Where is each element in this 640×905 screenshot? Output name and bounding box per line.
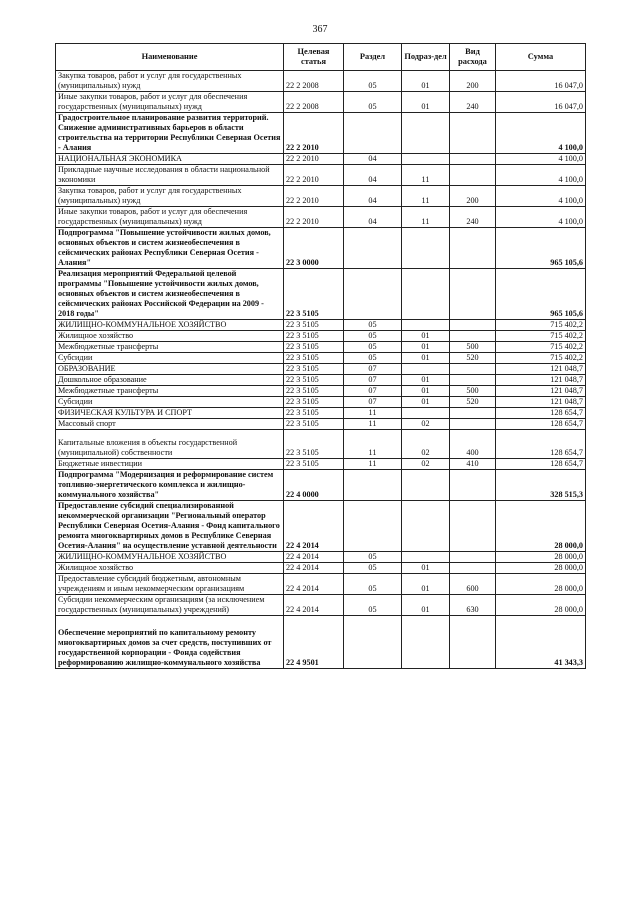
cell-expense-type: 520 <box>450 353 496 364</box>
cell-subsection: 01 <box>402 375 450 386</box>
cell-name: Подпрограмма "Модернизация и реформирование систем топливно-энергетического комплекса и жилищно-коммунального хозяйства" <box>56 470 284 501</box>
cell-amount: 715 402,2 <box>496 353 586 364</box>
table-row <box>56 375 586 386</box>
cell-name: Межбюджетные трансферты <box>56 342 284 353</box>
cell-article: 22 2 2010 <box>284 165 344 186</box>
cell-article: 22 4 0000 <box>284 470 344 501</box>
header-expense-type: Вид расхода <box>450 44 496 71</box>
cell-name: Реализация мероприятий Федеральной целевой программы "Повышение устойчивости жилых домов, основных объектов и систем жизнеобеспечения в сейсмических районах Российской Федерации на 2009 - 2018 годы" <box>56 269 284 320</box>
cell-article: 22 3 5105 <box>284 269 344 320</box>
cell-subsection <box>402 269 450 320</box>
table-row <box>56 228 586 269</box>
cell-section: 04 <box>344 207 402 228</box>
cell-expense-type: 630 <box>450 595 496 616</box>
cell-subsection: 01 <box>402 386 450 397</box>
cell-section: 11 <box>344 459 402 470</box>
cell-article: 22 3 5105 <box>284 397 344 408</box>
cell-section: 05 <box>344 574 402 595</box>
header-name: Наименование <box>56 44 284 71</box>
cell-article: 22 4 2014 <box>284 574 344 595</box>
cell-name: Субсидии некоммерческим организациям (за исключением государственных (муниципальных) учреждений) <box>56 595 284 616</box>
table-row <box>56 320 586 331</box>
cell-subsection: 02 <box>402 419 450 430</box>
cell-name: ОБРАЗОВАНИЕ <box>56 364 284 375</box>
cell-subsection <box>402 364 450 375</box>
cell-article: 22 4 2014 <box>284 552 344 563</box>
cell-amount: 121 048,7 <box>496 386 586 397</box>
table-row <box>56 154 586 165</box>
cell-section: 11 <box>344 430 402 459</box>
cell-expense-type <box>450 616 496 669</box>
cell-expense-type <box>450 154 496 165</box>
cell-amount: 121 048,7 <box>496 397 586 408</box>
cell-section: 07 <box>344 375 402 386</box>
cell-name: Обеспечение мероприятий по капитальному ремонту многоквартирных домов за счет средств, поступивших от государственной корпорации - Фонда содействия реформированию жилищно-коммунального хозяйства <box>56 616 284 669</box>
cell-amount: 715 402,2 <box>496 331 586 342</box>
cell-section: 11 <box>344 408 402 419</box>
cell-expense-type <box>450 331 496 342</box>
cell-name: Прикладные научные исследования в области национальной экономики <box>56 165 284 186</box>
cell-expense-type <box>450 552 496 563</box>
cell-subsection <box>402 228 450 269</box>
cell-article: 22 3 0000 <box>284 228 344 269</box>
cell-name: Закупка товаров, работ и услуг для государственных (муниципальных) нужд <box>56 71 284 92</box>
cell-expense-type <box>450 375 496 386</box>
cell-expense-type: 520 <box>450 397 496 408</box>
cell-section <box>344 470 402 501</box>
cell-subsection: 01 <box>402 574 450 595</box>
cell-amount: 121 048,7 <box>496 375 586 386</box>
cell-article: 22 3 5105 <box>284 375 344 386</box>
cell-section: 05 <box>344 92 402 113</box>
cell-article: 22 2 2008 <box>284 92 344 113</box>
table-row <box>56 552 586 563</box>
cell-expense-type <box>450 563 496 574</box>
cell-name: Предоставление субсидий бюджетным, автономным учреждениям и иным некоммерческим организациям <box>56 574 284 595</box>
cell-section: 05 <box>344 331 402 342</box>
cell-name: Иные закупки товаров, работ и услуг для обеспечения государственных (муниципальных) нужд <box>56 207 284 228</box>
cell-section: 07 <box>344 364 402 375</box>
cell-name: Жилищное хозяйство <box>56 331 284 342</box>
cell-name: Предоставление субсидий специализированной некоммерческой организации "Региональный оператор Республики Северная Осетия-Алания - Фонд капитального ремонта многоквартирных домов в Республике Северная Осетия-Алания" на осуществление уставной деятельности <box>56 501 284 552</box>
cell-subsection: 11 <box>402 165 450 186</box>
table-row <box>56 459 586 470</box>
cell-article: 22 3 5105 <box>284 386 344 397</box>
cell-section: 05 <box>344 563 402 574</box>
cell-article: 22 2 2010 <box>284 154 344 165</box>
table-row <box>56 92 586 113</box>
cell-name: Бюджетные инвестиции <box>56 459 284 470</box>
cell-amount: 128 654,7 <box>496 408 586 419</box>
table-row <box>56 364 586 375</box>
cell-article: 22 3 5105 <box>284 430 344 459</box>
cell-expense-type <box>450 408 496 419</box>
cell-amount: 715 402,2 <box>496 342 586 353</box>
cell-subsection <box>402 113 450 154</box>
table-row <box>56 574 586 595</box>
cell-article: 22 4 9501 <box>284 616 344 669</box>
cell-section: 05 <box>344 342 402 353</box>
cell-name: Субсидии <box>56 353 284 364</box>
cell-section: 07 <box>344 397 402 408</box>
cell-subsection: 02 <box>402 430 450 459</box>
cell-expense-type <box>450 165 496 186</box>
cell-amount: 4 100,0 <box>496 154 586 165</box>
cell-expense-type: 240 <box>450 207 496 228</box>
cell-name: ФИЗИЧЕСКАЯ КУЛЬТУРА И СПОРТ <box>56 408 284 419</box>
table-row <box>56 408 586 419</box>
cell-section <box>344 269 402 320</box>
table-row <box>56 386 586 397</box>
cell-amount: 16 047,0 <box>496 92 586 113</box>
cell-section: 05 <box>344 320 402 331</box>
cell-expense-type <box>450 269 496 320</box>
cell-amount: 28 000,0 <box>496 552 586 563</box>
header-amount: Сумма <box>496 44 586 71</box>
budget-table <box>55 43 586 669</box>
cell-article: 22 3 5105 <box>284 408 344 419</box>
header-section: Раздел <box>344 44 402 71</box>
cell-expense-type: 400 <box>450 430 496 459</box>
cell-expense-type: 500 <box>450 342 496 353</box>
table-row <box>56 113 586 154</box>
cell-name: ЖИЛИЩНО-КОММУНАЛЬНОЕ ХОЗЯЙСТВО <box>56 552 284 563</box>
cell-subsection: 01 <box>402 353 450 364</box>
page-number: 367 <box>312 24 328 35</box>
cell-amount: 4 100,0 <box>496 186 586 207</box>
cell-article: 22 3 5105 <box>284 320 344 331</box>
table-row <box>56 331 586 342</box>
cell-section: 05 <box>344 353 402 364</box>
cell-article: 22 4 2014 <box>284 563 344 574</box>
header-article: Целевая статья <box>284 44 344 71</box>
cell-section: 05 <box>344 595 402 616</box>
cell-subsection <box>402 408 450 419</box>
cell-article: 22 2 2010 <box>284 207 344 228</box>
table-row <box>56 353 586 364</box>
table-body <box>56 71 586 669</box>
cell-article: 22 4 2014 <box>284 595 344 616</box>
cell-subsection <box>402 501 450 552</box>
header-subsection: Подраз-дел <box>402 44 450 71</box>
cell-name: Подпрограмма "Повышение устойчивости жилых домов, основных объектов и систем жизнеобеспечения в сейсмических районах Республики Северная Осетия - Алания" <box>56 228 284 269</box>
cell-amount: 28 000,0 <box>496 563 586 574</box>
cell-amount: 28 000,0 <box>496 501 586 552</box>
cell-subsection: 01 <box>402 342 450 353</box>
cell-section: 05 <box>344 552 402 563</box>
cell-subsection <box>402 616 450 669</box>
cell-name: Жилищное хозяйство <box>56 563 284 574</box>
cell-article: 22 3 5105 <box>284 353 344 364</box>
cell-amount: 28 000,0 <box>496 574 586 595</box>
cell-section <box>344 113 402 154</box>
cell-amount: 128 654,7 <box>496 430 586 459</box>
table-row <box>56 419 586 430</box>
table-header-row <box>56 44 586 71</box>
cell-expense-type: 600 <box>450 574 496 595</box>
cell-subsection <box>402 154 450 165</box>
cell-subsection: 02 <box>402 459 450 470</box>
cell-subsection: 11 <box>402 186 450 207</box>
cell-expense-type <box>450 419 496 430</box>
cell-amount: 965 105,6 <box>496 228 586 269</box>
cell-expense-type <box>450 113 496 154</box>
cell-name: Закупка товаров, работ и услуг для государственных (муниципальных) нужд <box>56 186 284 207</box>
cell-article: 22 3 5105 <box>284 342 344 353</box>
cell-section: 04 <box>344 165 402 186</box>
cell-article: 22 3 5105 <box>284 331 344 342</box>
cell-expense-type <box>450 228 496 269</box>
cell-amount: 328 515,3 <box>496 470 586 501</box>
cell-expense-type: 410 <box>450 459 496 470</box>
table-row <box>56 501 586 552</box>
cell-name: Межбюджетные трансферты <box>56 386 284 397</box>
cell-amount: 121 048,7 <box>496 364 586 375</box>
cell-article: 22 2 2008 <box>284 71 344 92</box>
cell-subsection <box>402 470 450 501</box>
cell-article: 22 4 2014 <box>284 501 344 552</box>
cell-expense-type <box>450 364 496 375</box>
cell-amount: 4 100,0 <box>496 113 586 154</box>
cell-subsection: 01 <box>402 397 450 408</box>
table-row <box>56 165 586 186</box>
cell-article: 22 2 2010 <box>284 186 344 207</box>
cell-subsection: 01 <box>402 71 450 92</box>
table-row <box>56 186 586 207</box>
cell-section: 04 <box>344 154 402 165</box>
cell-subsection: 11 <box>402 207 450 228</box>
cell-name: Дошкольное образование <box>56 375 284 386</box>
cell-name: Капитальные вложения в объекты государственной (муниципальной) собственности <box>56 430 284 459</box>
table-row <box>56 71 586 92</box>
cell-amount: 16 047,0 <box>496 71 586 92</box>
table-row <box>56 563 586 574</box>
cell-section <box>344 616 402 669</box>
cell-subsection: 01 <box>402 563 450 574</box>
cell-subsection: 01 <box>402 331 450 342</box>
cell-amount: 715 402,2 <box>496 320 586 331</box>
table-row <box>56 397 586 408</box>
table-row <box>56 616 586 669</box>
cell-amount: 128 654,7 <box>496 419 586 430</box>
cell-article: 22 2 2010 <box>284 113 344 154</box>
cell-name: Массовый спорт <box>56 419 284 430</box>
cell-name: ЖИЛИЩНО-КОММУНАЛЬНОЕ ХОЗЯЙСТВО <box>56 320 284 331</box>
cell-section: 04 <box>344 186 402 207</box>
cell-subsection: 01 <box>402 595 450 616</box>
cell-expense-type: 240 <box>450 92 496 113</box>
cell-subsection <box>402 320 450 331</box>
table-row <box>56 430 586 459</box>
cell-expense-type: 200 <box>450 71 496 92</box>
cell-expense-type <box>450 320 496 331</box>
cell-amount: 28 000,0 <box>496 595 586 616</box>
cell-expense-type <box>450 501 496 552</box>
cell-name: Градостроительное планирование развития территорий. Снижение административных барьеров в области строительства на территории Республики Северная Осетия - Алания <box>56 113 284 154</box>
cell-section: 11 <box>344 419 402 430</box>
cell-section: 07 <box>344 386 402 397</box>
cell-expense-type: 500 <box>450 386 496 397</box>
table-row <box>56 595 586 616</box>
cell-name: Субсидии <box>56 397 284 408</box>
cell-expense-type: 200 <box>450 186 496 207</box>
cell-amount: 128 654,7 <box>496 459 586 470</box>
cell-amount: 4 100,0 <box>496 165 586 186</box>
cell-section <box>344 228 402 269</box>
cell-amount: 4 100,0 <box>496 207 586 228</box>
table-row <box>56 207 586 228</box>
table-row <box>56 470 586 501</box>
cell-subsection: 01 <box>402 92 450 113</box>
cell-section <box>344 501 402 552</box>
table-row <box>56 269 586 320</box>
cell-article: 22 3 5105 <box>284 459 344 470</box>
cell-name: НАЦИОНАЛЬНАЯ ЭКОНОМИКА <box>56 154 284 165</box>
cell-article: 22 3 5105 <box>284 419 344 430</box>
cell-name: Иные закупки товаров, работ и услуг для обеспечения государственных (муниципальных) нужд <box>56 92 284 113</box>
cell-expense-type <box>450 470 496 501</box>
cell-article: 22 3 5105 <box>284 364 344 375</box>
cell-amount: 41 343,3 <box>496 616 586 669</box>
cell-amount: 965 105,6 <box>496 269 586 320</box>
cell-subsection <box>402 552 450 563</box>
table-row <box>56 342 586 353</box>
cell-section: 05 <box>344 71 402 92</box>
